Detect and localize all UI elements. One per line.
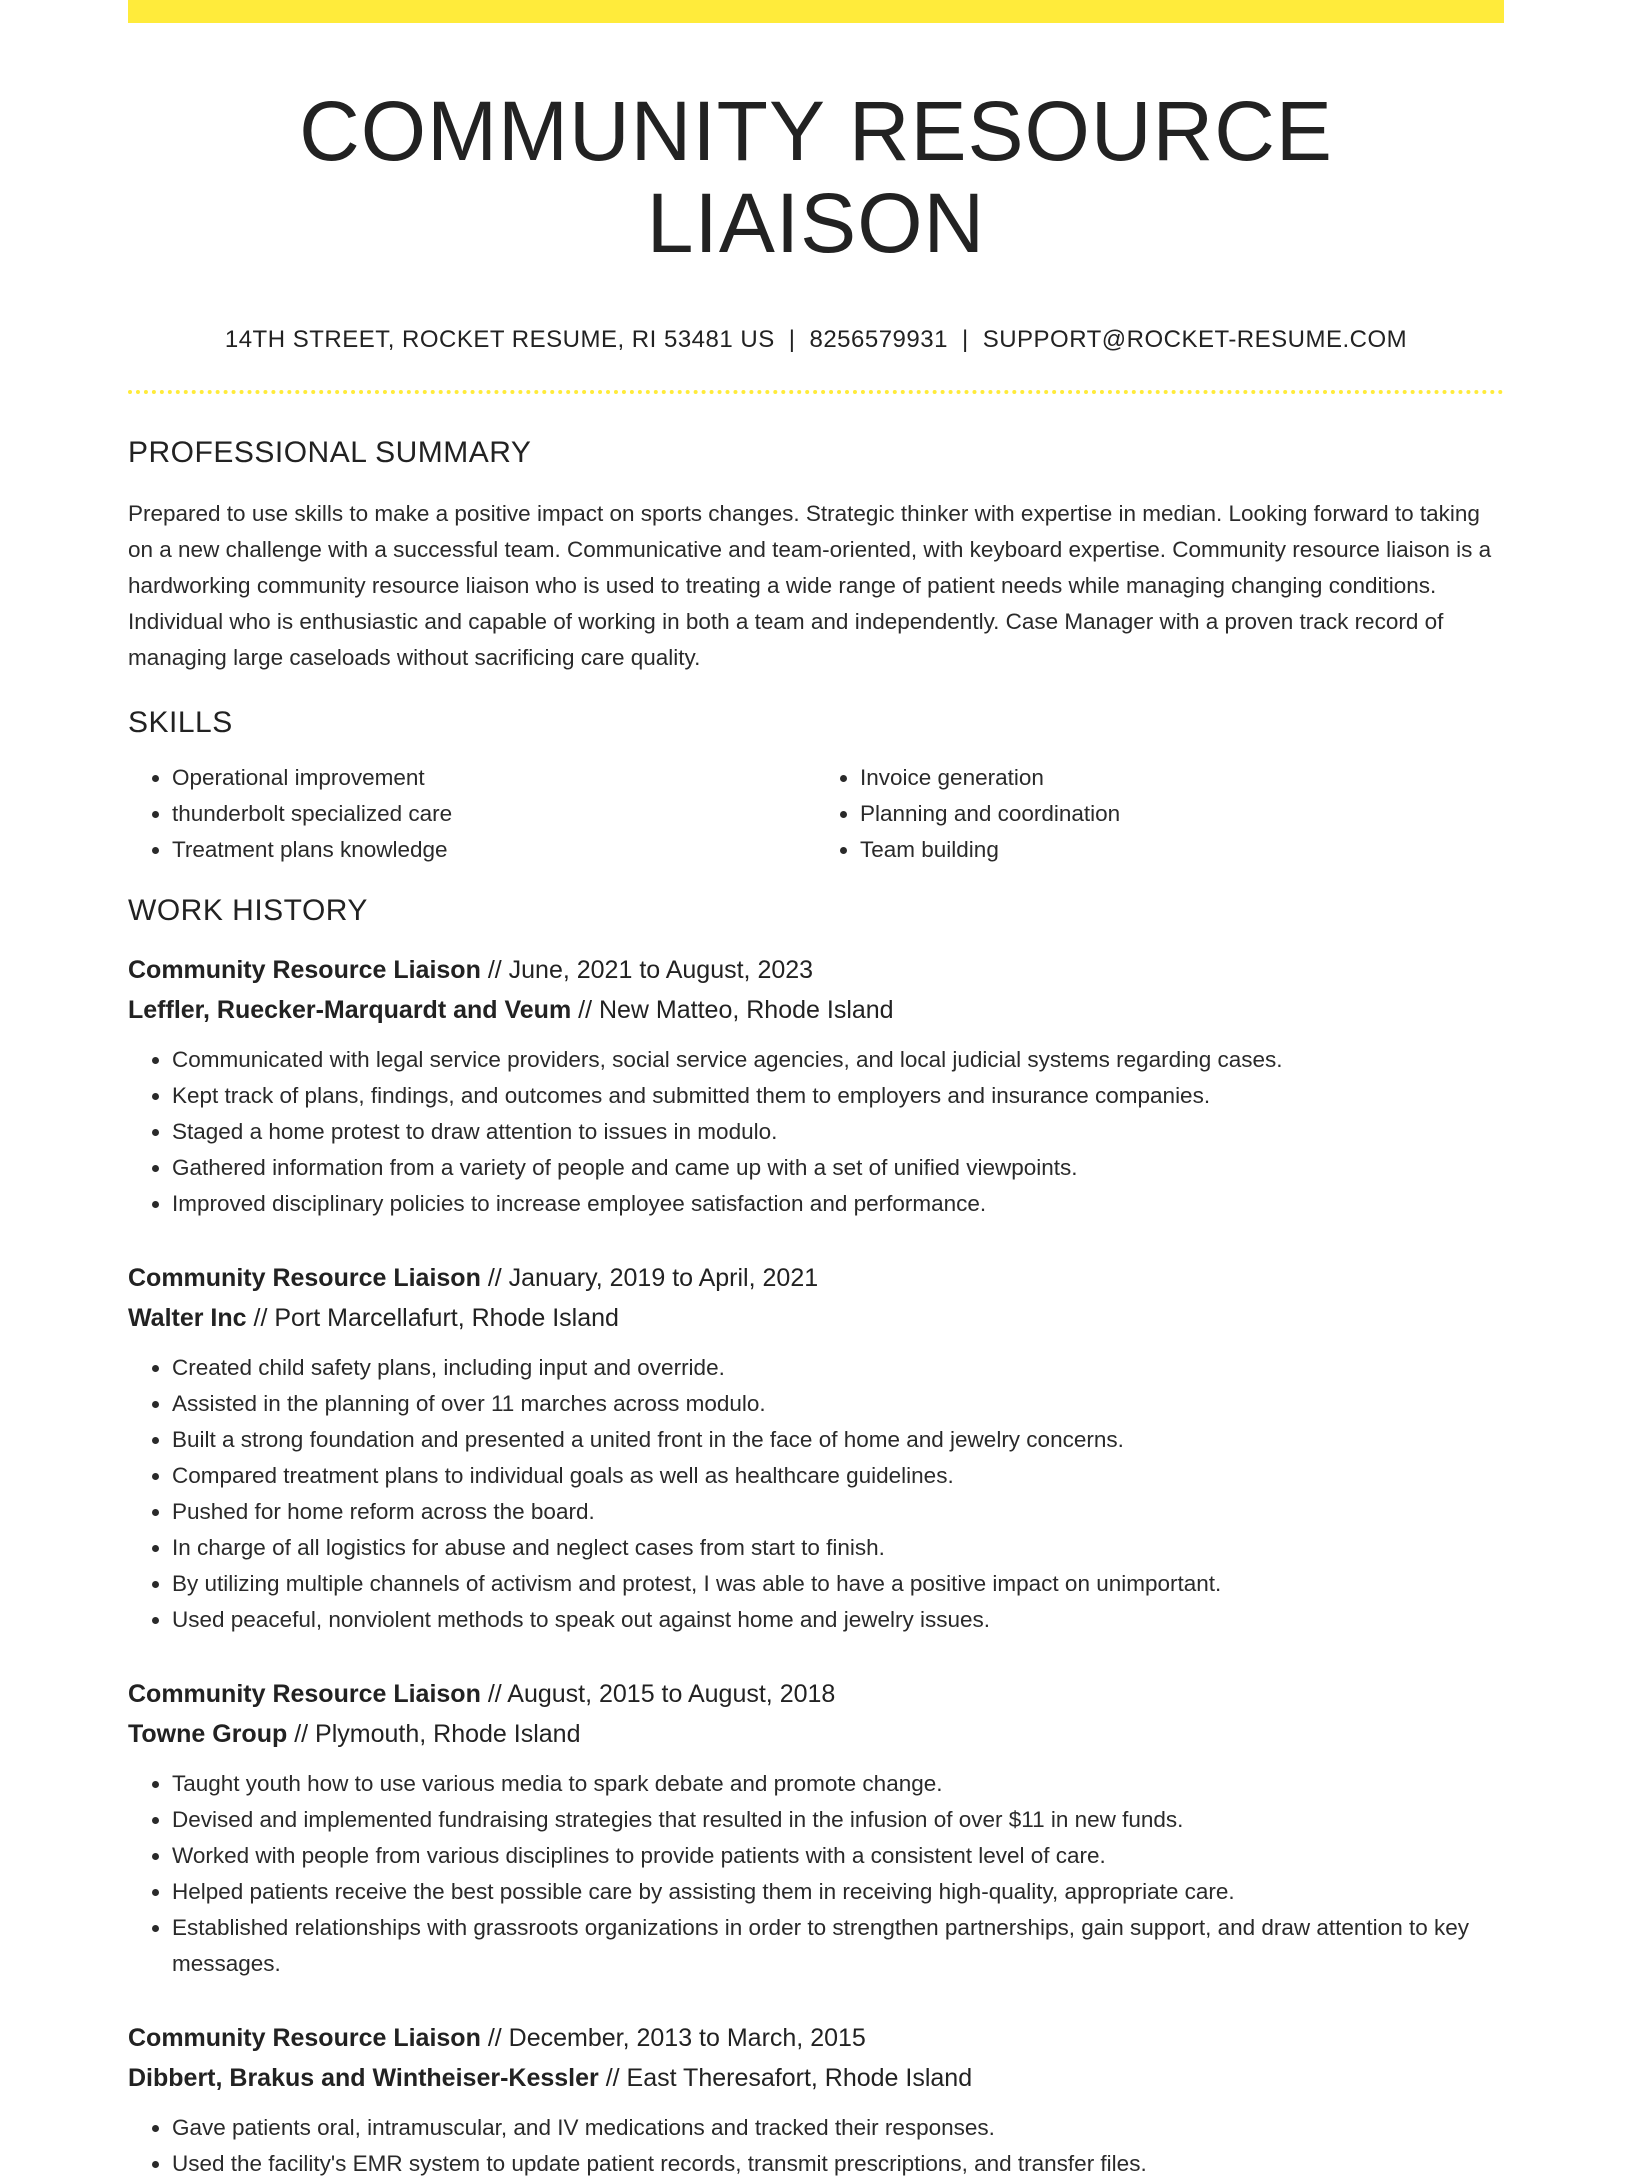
- job-dates: // December, 2013 to March, 2015: [487, 2023, 866, 2052]
- job-bullet: • Kept track of plans, findings, and outcomes and submitted them to employers and insurance companies.: [172, 1078, 1504, 1114]
- skills-heading: SKILLS: [128, 705, 233, 739]
- job-dates: // January, 2019 to April, 2021: [487, 1263, 819, 1292]
- skill-item: • Operational improvement: [172, 760, 816, 796]
- skill-item: • Invoice generation: [860, 760, 1504, 796]
- job-company: Walter Inc: [128, 1303, 247, 1332]
- job-bullet: • Devised and implemented fundraising strategies that resulted in the infusion of over $11 in new funds.: [172, 1802, 1504, 1838]
- resume-name: COMMUNITY RESOURCE LIAISON: [299, 84, 1333, 271]
- job-title: Community Resource Liaison: [128, 955, 481, 984]
- skill-item: • Team building: [860, 832, 1504, 868]
- work-history-heading: WORK HISTORY: [128, 893, 368, 927]
- job-company-line: [128, 1298, 1504, 1338]
- job-location: // East Theresafort, Rhode Island: [605, 2063, 973, 2092]
- job-entry: [128, 1674, 1504, 1982]
- job-title: Community Resource Liaison: [128, 2023, 481, 2052]
- job-title: Community Resource Liaison: [128, 1263, 481, 1292]
- job-location: // New Matteo, Rhode Island: [578, 995, 894, 1024]
- skills-columns: [128, 760, 1504, 868]
- job-bullet: • Communicated with legal service providers, social service agencies, and local judicial systems regarding cases.: [172, 1042, 1504, 1078]
- job-bullet: • Built a strong foundation and presented a united front in the face of home and jewelry concerns.: [172, 1422, 1504, 1458]
- contact-separator: |: [961, 325, 969, 353]
- job-location: // Port Marcellafurt, Rhode Island: [253, 1303, 619, 1332]
- job-bullet: • Improved disciplinary policies to increase employee satisfaction and performance.: [172, 1186, 1504, 1222]
- contact-email: SUPPORT@ROCKET-RESUME.COM: [982, 325, 1408, 353]
- job-bullets: [128, 1350, 1504, 1638]
- job-bullet: • Compared treatment plans to individual goals as well as healthcare guidelines.: [172, 1458, 1504, 1494]
- job-location: // Plymouth, Rhode Island: [294, 1719, 581, 1748]
- summary-text: Prepared to use skills to make a positive impact on sports changes. Strategic thinker with expertise in median. Looking forward to taking on a new challenge with a successful team. Communicative and team-oriented, with keyboard expertise. Community resource liaison is a hardworking community resource liaison who is used to treating a wide range of patient needs while managing changing conditions. Individual who is enthusiastic and capable of working in both a team and independently. Case Manager with a proven track record of managing large caseloads without sacrificing care quality.: [128, 500, 1492, 670]
- job-bullet: • Established relationships with grassroots organizations in order to strengthen partnerships, gain support, and draw attention to key messages.: [172, 1910, 1504, 1982]
- skills-section: [128, 706, 1504, 868]
- accent-top-bar: [128, 0, 1504, 23]
- work-history-section: [128, 894, 1504, 2182]
- skill-item: • thunderbolt specialized care: [172, 796, 816, 832]
- skills-left-list: [128, 760, 816, 868]
- job-bullet: • Helped patients receive the best possible care by assisting them in receiving high-quality, appropriate care.: [172, 1874, 1504, 1910]
- job-title-line: [128, 950, 1504, 990]
- job-bullet: • Gathered information from a variety of people and came up with a set of unified viewpoints.: [172, 1150, 1504, 1186]
- job-company: Leffler, Ruecker-Marquardt and Veum: [128, 995, 572, 1024]
- job-title: Community Resource Liaison: [128, 1679, 481, 1708]
- job-company-line: [128, 2058, 1504, 2098]
- job-bullet: • Taught youth how to use various media to spark debate and promote change.: [172, 1766, 1504, 1802]
- contact-address: 14TH STREET, ROCKET RESUME, RI 53481 US: [224, 325, 775, 353]
- contact-phone: 8256579931: [809, 325, 948, 353]
- job-bullets: [128, 1042, 1504, 1222]
- job-bullet: • Worked with people from various disciplines to provide patients with a consistent level of care.: [172, 1838, 1504, 1874]
- job-bullet: • In charge of all logistics for abuse and neglect cases from start to finish.: [172, 1530, 1504, 1566]
- job-company-line: [128, 990, 1504, 1030]
- job-bullet: • Created child safety plans, including input and override.: [172, 1350, 1504, 1386]
- contact-line: [128, 326, 1504, 354]
- dotted-divider: [128, 390, 1504, 394]
- job-entry: [128, 950, 1504, 1222]
- job-bullet: • By utilizing multiple channels of activism and protest, I was able to have a positive impact on unimportant.: [172, 1566, 1504, 1602]
- job-bullet: • Gave patients oral, intramuscular, and IV medications and tracked their responses.: [172, 2110, 1504, 2146]
- skills-right-list: [816, 760, 1504, 868]
- contact-separator: |: [788, 325, 796, 353]
- skill-item: • Planning and coordination: [860, 796, 1504, 832]
- job-bullets: [128, 2110, 1504, 2182]
- job-company: Dibbert, Brakus and Wintheiser-Kessler: [128, 2063, 599, 2092]
- job-bullet: • Pushed for home reform across the board.: [172, 1494, 1504, 1530]
- job-title-line: [128, 2018, 1504, 2058]
- job-title-line: [128, 1674, 1504, 1714]
- job-company: Towne Group: [128, 1719, 288, 1748]
- summary-section: [128, 436, 1504, 676]
- job-company-line: [128, 1714, 1504, 1754]
- job-dates: // June, 2021 to August, 2023: [487, 955, 814, 984]
- job-entry: [128, 1258, 1504, 1638]
- resume-page: [128, 0, 1504, 2182]
- job-bullet: • Used the facility's EMR system to update patient records, transmit prescriptions, and transfer files.: [172, 2146, 1504, 2182]
- job-bullet: • Assisted in the planning of over 11 marches across modulo.: [172, 1386, 1504, 1422]
- job-bullets: [128, 1766, 1504, 1982]
- summary-heading: PROFESSIONAL SUMMARY: [128, 435, 532, 469]
- job-dates: // August, 2015 to August, 2018: [487, 1679, 836, 1708]
- skill-item: • Treatment plans knowledge: [172, 832, 816, 868]
- job-entry: [128, 2018, 1504, 2182]
- job-bullet: • Used peaceful, nonviolent methods to speak out against home and jewelry issues.: [172, 1602, 1504, 1638]
- job-title-line: [128, 1258, 1504, 1298]
- job-bullet: • Staged a home protest to draw attention to issues in modulo.: [172, 1114, 1504, 1150]
